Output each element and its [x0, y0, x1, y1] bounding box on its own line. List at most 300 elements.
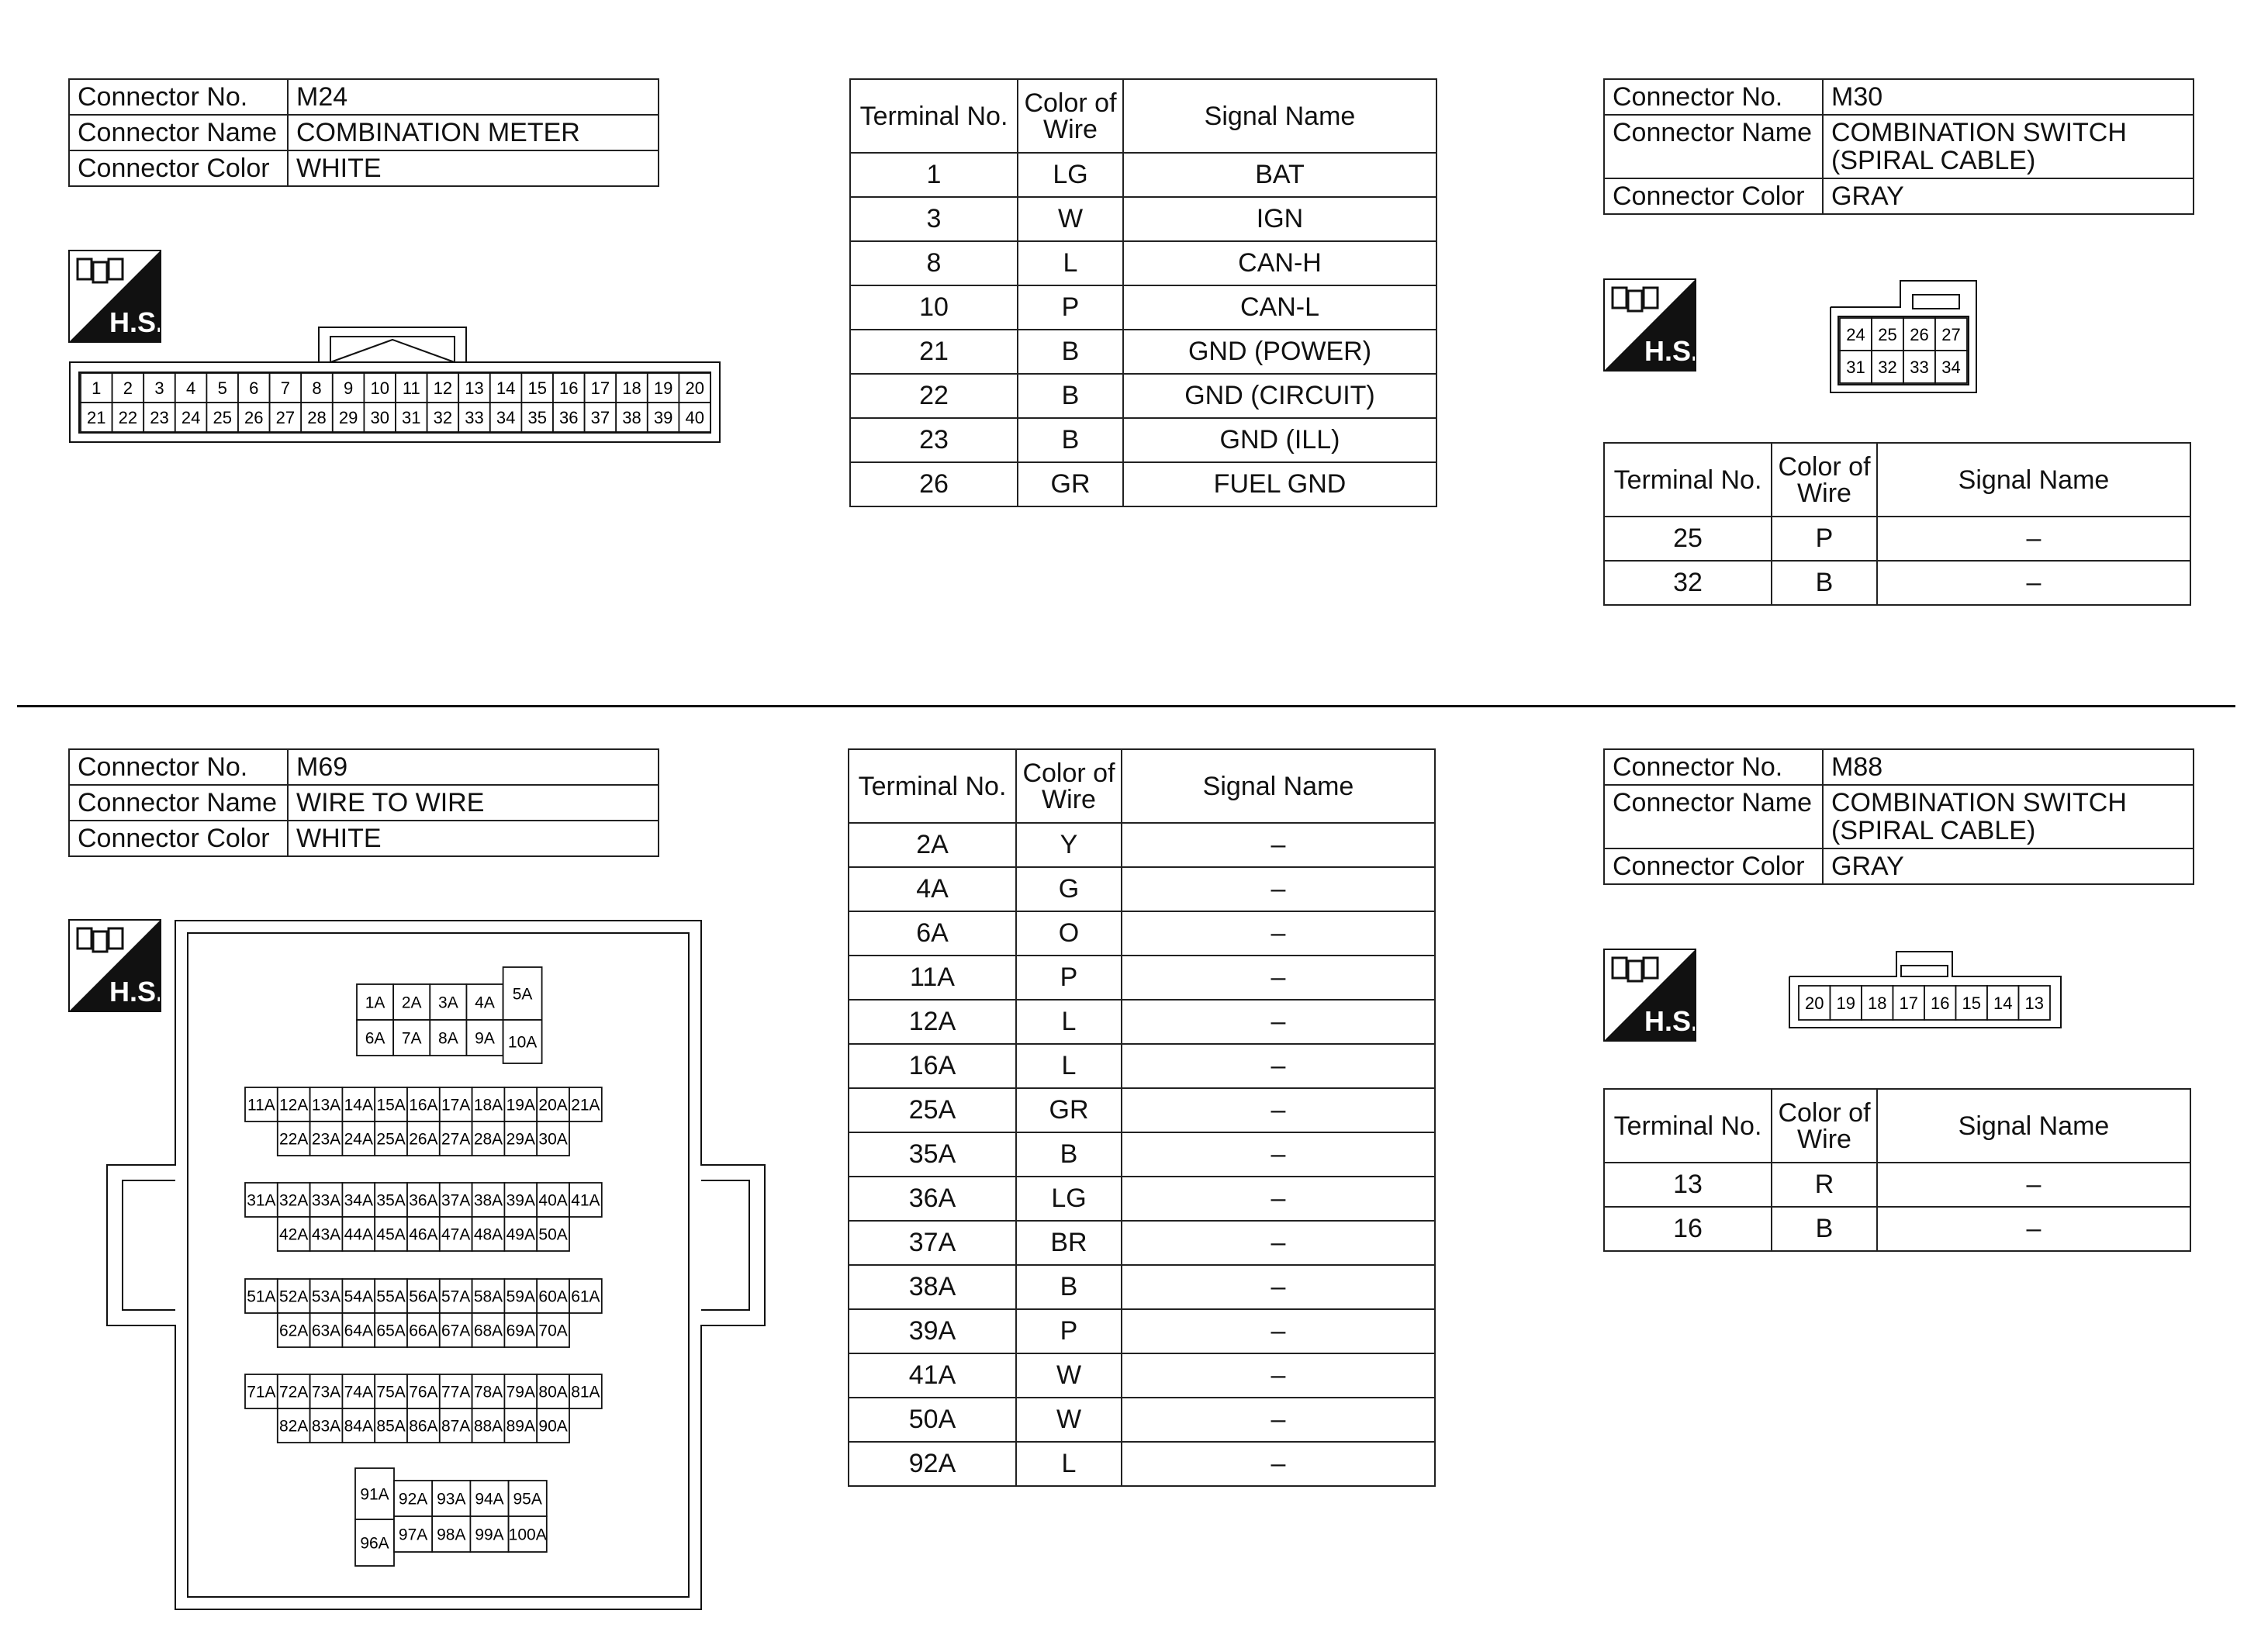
pin-label: 54A	[344, 1287, 373, 1306]
table-row	[1604, 1163, 2190, 1207]
pin-label: 47A	[441, 1225, 471, 1244]
pin-label: 11A	[247, 1096, 275, 1115]
pin-label: 46A	[409, 1225, 438, 1244]
table-row	[849, 1088, 1435, 1132]
pin-label: 32	[433, 407, 453, 427]
pin-label: 13A	[311, 1096, 341, 1115]
info-value: M88	[1823, 749, 2194, 785]
wire-color-cell: B	[1772, 1207, 1877, 1251]
pin-label: 34	[1941, 357, 1961, 377]
pin-label: 20	[685, 378, 704, 398]
pin-label: 19A	[506, 1096, 535, 1115]
signal-cell: –	[1122, 911, 1435, 956]
pin-label: 37A	[441, 1191, 471, 1210]
wire-color-header: Color of Wire	[1772, 443, 1877, 517]
signal-cell: –	[1122, 956, 1435, 1000]
pin-label: 16	[1931, 993, 1950, 1013]
pin-label: 30	[370, 407, 389, 427]
pin-label: 72A	[279, 1383, 309, 1401]
pin-label: 2	[123, 378, 133, 398]
signal-cell: –	[1122, 823, 1435, 867]
table-row	[849, 1398, 1435, 1442]
pin-label: 65A	[376, 1322, 406, 1340]
pin-label: 13	[2024, 993, 2044, 1013]
pin-label: 93A	[437, 1490, 466, 1509]
pin-label: 59A	[506, 1287, 535, 1306]
terminal-cell: 25A	[849, 1088, 1016, 1132]
terminal-header: Terminal No.	[850, 79, 1018, 153]
pin-label: 88A	[473, 1417, 503, 1436]
info-label: Connector Color	[69, 821, 288, 856]
signal-cell: –	[1122, 1132, 1435, 1177]
wire-color-cell: L	[1018, 241, 1123, 285]
signal-cell: IGN	[1123, 197, 1436, 241]
pin-label: 82A	[279, 1417, 309, 1436]
pin-label: 26	[1910, 324, 1929, 344]
table-row	[849, 1044, 1435, 1088]
pin-label: 34A	[344, 1191, 373, 1210]
pin-label: 35	[527, 407, 547, 427]
pin-label: 66A	[409, 1322, 438, 1340]
pin-label: 95A	[513, 1490, 542, 1509]
table-row	[850, 241, 1436, 285]
pin-label: 78A	[473, 1383, 503, 1401]
pin-label: 10	[370, 378, 389, 398]
signal-cell: GND (POWER)	[1123, 330, 1436, 374]
hs-label: H.S.	[109, 306, 160, 338]
pin-label: 50A	[538, 1225, 568, 1244]
pin-label: 23	[150, 407, 169, 427]
signal-cell: –	[1122, 1088, 1435, 1132]
pin-label: 32	[1878, 357, 1897, 377]
pin-label: 84A	[344, 1417, 373, 1436]
pin-label: 17	[590, 378, 610, 398]
hs-label: H.S.	[1644, 1005, 1695, 1037]
table-row	[849, 911, 1435, 956]
terminal-cell: 2A	[849, 823, 1016, 867]
wire-color-cell: R	[1772, 1163, 1877, 1207]
signal-cell: –	[1122, 1353, 1435, 1398]
wire-color-cell: G	[1016, 867, 1122, 911]
pin-label: 97A	[398, 1526, 428, 1544]
harness-side-icon	[1603, 949, 1696, 1042]
pin-label: 18	[1868, 993, 1887, 1013]
pin-label: 76A	[409, 1383, 438, 1401]
terminal-cell: 39A	[849, 1309, 1016, 1353]
pin-label: 68A	[473, 1322, 503, 1340]
pin-label: 25	[213, 407, 232, 427]
pin-label: 81A	[571, 1383, 600, 1401]
pin-label: 99A	[475, 1526, 504, 1544]
pin-label: 42A	[279, 1225, 309, 1244]
terminal-cell: 16	[1604, 1207, 1772, 1251]
pin-label: 74A	[344, 1383, 373, 1401]
info-label: Connector No.	[1604, 749, 1823, 785]
terminal-cell: 41A	[849, 1353, 1016, 1398]
pin-label: 28A	[473, 1130, 503, 1149]
pin-label: 15A	[376, 1096, 406, 1115]
pin-label: 22	[118, 407, 138, 427]
pin-label: 86A	[409, 1417, 438, 1436]
pin-label: 7	[280, 378, 291, 398]
wire-color-cell: W	[1018, 197, 1123, 241]
m69-signal-table	[848, 748, 1436, 1487]
wire-color-cell: B	[1018, 374, 1123, 418]
pin-label: 67A	[441, 1322, 471, 1340]
terminal-cell: 10	[850, 285, 1018, 330]
pin-label: 9A	[475, 1029, 495, 1048]
info-row	[69, 115, 659, 150]
pin-label: 56A	[409, 1287, 438, 1306]
info-value: COMBINATION METER	[288, 115, 659, 150]
pin-label: 38A	[473, 1191, 503, 1210]
m30-connector-face	[1829, 279, 1984, 396]
pin-label: 4	[185, 378, 196, 398]
table-row	[850, 330, 1436, 374]
pin-label: 55A	[376, 1287, 406, 1306]
signal-cell: BAT	[1123, 153, 1436, 197]
terminal-cell: 37A	[849, 1221, 1016, 1265]
pin-label: 73A	[311, 1383, 341, 1401]
pin-label: 96A	[360, 1534, 389, 1553]
pin-label: 31	[1846, 357, 1865, 377]
pin-label: 33	[1910, 357, 1929, 377]
pin-label: 79A	[506, 1383, 535, 1401]
table-row	[849, 1177, 1435, 1221]
signal-cell: –	[1877, 561, 2190, 605]
info-value: WIRE TO WIRE	[288, 785, 659, 821]
info-label: Connector No.	[69, 749, 288, 785]
pin-label: 64A	[344, 1322, 373, 1340]
table-row	[850, 374, 1436, 418]
wire-color-cell: P	[1016, 1309, 1122, 1353]
table-row	[850, 285, 1436, 330]
table-row	[1604, 561, 2190, 605]
pin-label: 6A	[365, 1029, 385, 1048]
info-label: Connector Color	[1604, 848, 1823, 884]
pin-label: 15	[1962, 993, 1981, 1013]
signal-cell: –	[1122, 1265, 1435, 1309]
wire-color-cell: O	[1016, 911, 1122, 956]
terminal-cell: 3	[850, 197, 1018, 241]
pin-label: 75A	[376, 1383, 406, 1401]
terminal-cell: 1	[850, 153, 1018, 197]
header-row	[850, 79, 1436, 153]
signal-cell: –	[1122, 867, 1435, 911]
signal-cell: GND (ILL)	[1123, 418, 1436, 462]
pin-label: 3A	[438, 994, 458, 1012]
wire-color-cell: LG	[1016, 1177, 1122, 1221]
table-row	[849, 1265, 1435, 1309]
info-value: WHITE	[288, 821, 659, 856]
pin-label: 83A	[311, 1417, 341, 1436]
table-row	[850, 462, 1436, 506]
wire-color-cell: P	[1016, 956, 1122, 1000]
harness-side-icon	[1603, 278, 1696, 372]
m24-signal-table	[849, 78, 1437, 507]
pin-label: 57A	[441, 1287, 471, 1306]
table-row	[850, 197, 1436, 241]
pin-label: 49A	[506, 1225, 535, 1244]
pin-label: 39A	[506, 1191, 535, 1210]
pin-label: 27	[275, 407, 296, 427]
signal-header: Signal Name	[1122, 749, 1435, 823]
terminal-cell: 11A	[849, 956, 1016, 1000]
pin-label: 69A	[506, 1322, 535, 1340]
pin-label: 51A	[247, 1287, 276, 1306]
pin-label: 37	[590, 407, 610, 427]
signal-cell: –	[1122, 1221, 1435, 1265]
m24-connector-face	[68, 326, 728, 450]
info-row	[69, 821, 659, 856]
pin-label: 28	[307, 407, 327, 427]
wire-color-cell: L	[1016, 1000, 1122, 1044]
table-row	[849, 1309, 1435, 1353]
terminal-cell: 22	[850, 374, 1018, 418]
pin-label: 35A	[376, 1191, 406, 1210]
terminal-cell: 26	[850, 462, 1018, 506]
pin-label: 52A	[279, 1287, 309, 1306]
pin-label: 6	[249, 378, 259, 398]
signal-cell: –	[1122, 1442, 1435, 1486]
terminal-cell: 50A	[849, 1398, 1016, 1442]
signal-header: Signal Name	[1877, 443, 2190, 517]
terminal-cell: 36A	[849, 1177, 1016, 1221]
pin-label: 29	[338, 407, 358, 427]
pin-label: 19	[653, 378, 673, 398]
info-label: Connector Color	[69, 150, 288, 186]
section-divider	[17, 705, 2235, 707]
signal-cell: –	[1122, 1044, 1435, 1088]
info-label: Connector Color	[1604, 178, 1823, 214]
pin-label: 5	[217, 378, 227, 398]
pin-label: 36A	[409, 1191, 438, 1210]
info-value: M24	[288, 79, 659, 115]
pin-label: 92A	[398, 1490, 428, 1509]
pin-label: 40A	[538, 1191, 568, 1210]
pin-label: 53A	[311, 1287, 341, 1306]
pin-label: 11	[402, 378, 420, 398]
terminal-cell: 35A	[849, 1132, 1016, 1177]
pin-label: 30A	[538, 1130, 568, 1149]
pin-label: 33A	[311, 1191, 341, 1210]
header-row	[849, 749, 1435, 823]
pin-label: 63A	[311, 1322, 341, 1340]
pin-label: 80A	[538, 1383, 568, 1401]
terminal-cell: 92A	[849, 1442, 1016, 1486]
terminal-cell: 25	[1604, 517, 1772, 561]
pin-label: 70A	[538, 1322, 568, 1340]
pin-label: 91A	[360, 1485, 389, 1504]
pin-label: 39	[653, 407, 673, 427]
terminal-cell: 38A	[849, 1265, 1016, 1309]
pin-label: 29A	[506, 1130, 535, 1149]
terminal-cell: 13	[1604, 1163, 1772, 1207]
pin-label: 25A	[376, 1130, 406, 1149]
wire-color-cell: L	[1016, 1044, 1122, 1088]
pin-label: 9	[343, 378, 354, 398]
pin-label: 27A	[441, 1130, 471, 1149]
signal-cell: –	[1877, 1163, 2190, 1207]
wire-color-cell: W	[1016, 1353, 1122, 1398]
wire-color-cell: BR	[1016, 1221, 1122, 1265]
pin-label: 8A	[438, 1029, 458, 1048]
terminal-header: Terminal No.	[1604, 1089, 1772, 1163]
info-value: WHITE	[288, 150, 659, 186]
info-row	[1604, 848, 2194, 884]
info-row	[1604, 178, 2194, 214]
pin-label: 5A	[512, 985, 533, 1004]
info-label: Connector No.	[69, 79, 288, 115]
info-row	[69, 150, 659, 186]
m69-connector-face	[101, 919, 776, 1617]
wire-color-header: Color of Wire	[1016, 749, 1122, 823]
signal-cell: –	[1122, 1309, 1435, 1353]
table-row	[850, 153, 1436, 197]
table-row	[849, 1221, 1435, 1265]
pin-label: 14A	[344, 1096, 373, 1115]
info-row	[1604, 785, 2194, 848]
pin-label: 31A	[247, 1191, 276, 1210]
wire-color-cell: P	[1772, 517, 1877, 561]
wire-color-cell: B	[1016, 1132, 1122, 1177]
m88-signal-table	[1603, 1088, 2191, 1252]
signal-cell: –	[1122, 1398, 1435, 1442]
terminal-header: Terminal No.	[1604, 443, 1772, 517]
pin-label: 34	[496, 407, 516, 427]
pin-label: 62A	[279, 1322, 309, 1340]
table-row	[850, 418, 1436, 462]
signal-header: Signal Name	[1877, 1089, 2190, 1163]
pin-label: 18	[622, 378, 641, 398]
wire-color-cell: B	[1016, 1265, 1122, 1309]
wire-color-cell: B	[1772, 561, 1877, 605]
info-value: GRAY	[1823, 848, 2194, 884]
pin-label: 87A	[441, 1417, 471, 1436]
pin-label: 61A	[571, 1287, 600, 1306]
table-row	[1604, 1207, 2190, 1251]
wire-color-cell: W	[1016, 1398, 1122, 1442]
pin-label: 17A	[441, 1096, 471, 1115]
terminal-cell: 23	[850, 418, 1018, 462]
pin-label: 45A	[376, 1225, 406, 1244]
info-row	[69, 785, 659, 821]
signal-cell: CAN-H	[1123, 241, 1436, 285]
pin-label: 100A	[508, 1526, 547, 1544]
wire-color-header: Color of Wire	[1772, 1089, 1877, 1163]
pin-label: 24A	[344, 1130, 373, 1149]
pin-label: 16	[559, 378, 579, 398]
info-label: Connector No.	[1604, 79, 1823, 115]
header-row	[1604, 1089, 2190, 1163]
signal-cell: –	[1877, 517, 2190, 561]
pin-label: 21A	[571, 1096, 600, 1115]
m69-info-table	[68, 748, 659, 857]
pin-label: 71A	[247, 1383, 276, 1401]
pin-label: 16A	[409, 1096, 438, 1115]
m24-info-table	[68, 78, 659, 187]
wire-color-cell: L	[1016, 1442, 1122, 1486]
table-row	[849, 1442, 1435, 1486]
hs-label: H.S.	[109, 976, 160, 1007]
pin-label: 40	[685, 407, 704, 427]
pin-label: 14	[1993, 993, 2013, 1013]
wire-color-cell: B	[1018, 418, 1123, 462]
info-value: M69	[288, 749, 659, 785]
info-row	[1604, 749, 2194, 785]
terminal-cell: 16A	[849, 1044, 1016, 1088]
pin-label: 27	[1941, 324, 1961, 344]
info-label: Connector Name	[69, 785, 288, 821]
pin-label: 41A	[571, 1191, 600, 1210]
info-row	[69, 79, 659, 115]
pin-label: 33	[465, 407, 484, 427]
pin-label: 12	[433, 378, 453, 398]
header-row	[1604, 443, 2190, 517]
pin-label: 12A	[279, 1096, 309, 1115]
info-label: Connector Name	[1604, 115, 1823, 178]
signal-cell: GND (CIRCUIT)	[1123, 374, 1436, 418]
signal-cell: FUEL GND	[1123, 462, 1436, 506]
signal-cell: –	[1122, 1000, 1435, 1044]
pin-label: 24	[1846, 324, 1865, 344]
terminal-cell: 32	[1604, 561, 1772, 605]
m88-info-table	[1603, 748, 2194, 885]
pin-label: 60A	[538, 1287, 568, 1306]
pin-label: 13	[465, 378, 484, 398]
wire-color-header: Color of Wire	[1018, 79, 1123, 153]
pin-label: 85A	[376, 1417, 406, 1436]
pin-label: 21	[87, 407, 106, 427]
terminal-cell: 6A	[849, 911, 1016, 956]
pin-label: 7A	[401, 1029, 422, 1048]
pin-label: 8	[312, 378, 322, 398]
m30-info-table	[1603, 78, 2194, 215]
table-row	[849, 1132, 1435, 1177]
info-row	[1604, 115, 2194, 178]
info-value: M30	[1823, 79, 2194, 115]
pin-label: 15	[527, 378, 547, 398]
pin-label: 19	[1836, 993, 1855, 1013]
pin-label: 44A	[344, 1225, 373, 1244]
table-row	[849, 1353, 1435, 1398]
info-label: Connector Name	[69, 115, 288, 150]
pin-label: 94A	[475, 1490, 504, 1509]
info-label: Connector Name	[1604, 785, 1823, 848]
wire-color-cell: P	[1018, 285, 1123, 330]
pin-label: 23A	[311, 1130, 341, 1149]
pin-label: 90A	[538, 1417, 568, 1436]
pin-label: 2A	[401, 994, 422, 1012]
pin-label: 26A	[409, 1130, 438, 1149]
pin-label: 32A	[279, 1191, 309, 1210]
pin-label: 31	[402, 407, 421, 427]
terminal-header: Terminal No.	[849, 749, 1016, 823]
pin-label: 4A	[475, 994, 495, 1012]
wire-color-cell: GR	[1018, 462, 1123, 506]
hs-label: H.S.	[1644, 335, 1695, 367]
table-row	[849, 867, 1435, 911]
info-value: COMBINATION SWITCH (SPIRAL CABLE)	[1823, 115, 2194, 178]
signal-header: Signal Name	[1123, 79, 1436, 153]
pin-label: 98A	[437, 1526, 466, 1544]
pin-label: 89A	[506, 1417, 535, 1436]
pin-label: 77A	[441, 1383, 471, 1401]
pin-label: 1A	[365, 994, 385, 1012]
pin-label: 24	[181, 407, 201, 427]
table-row	[1604, 517, 2190, 561]
table-row	[849, 956, 1435, 1000]
